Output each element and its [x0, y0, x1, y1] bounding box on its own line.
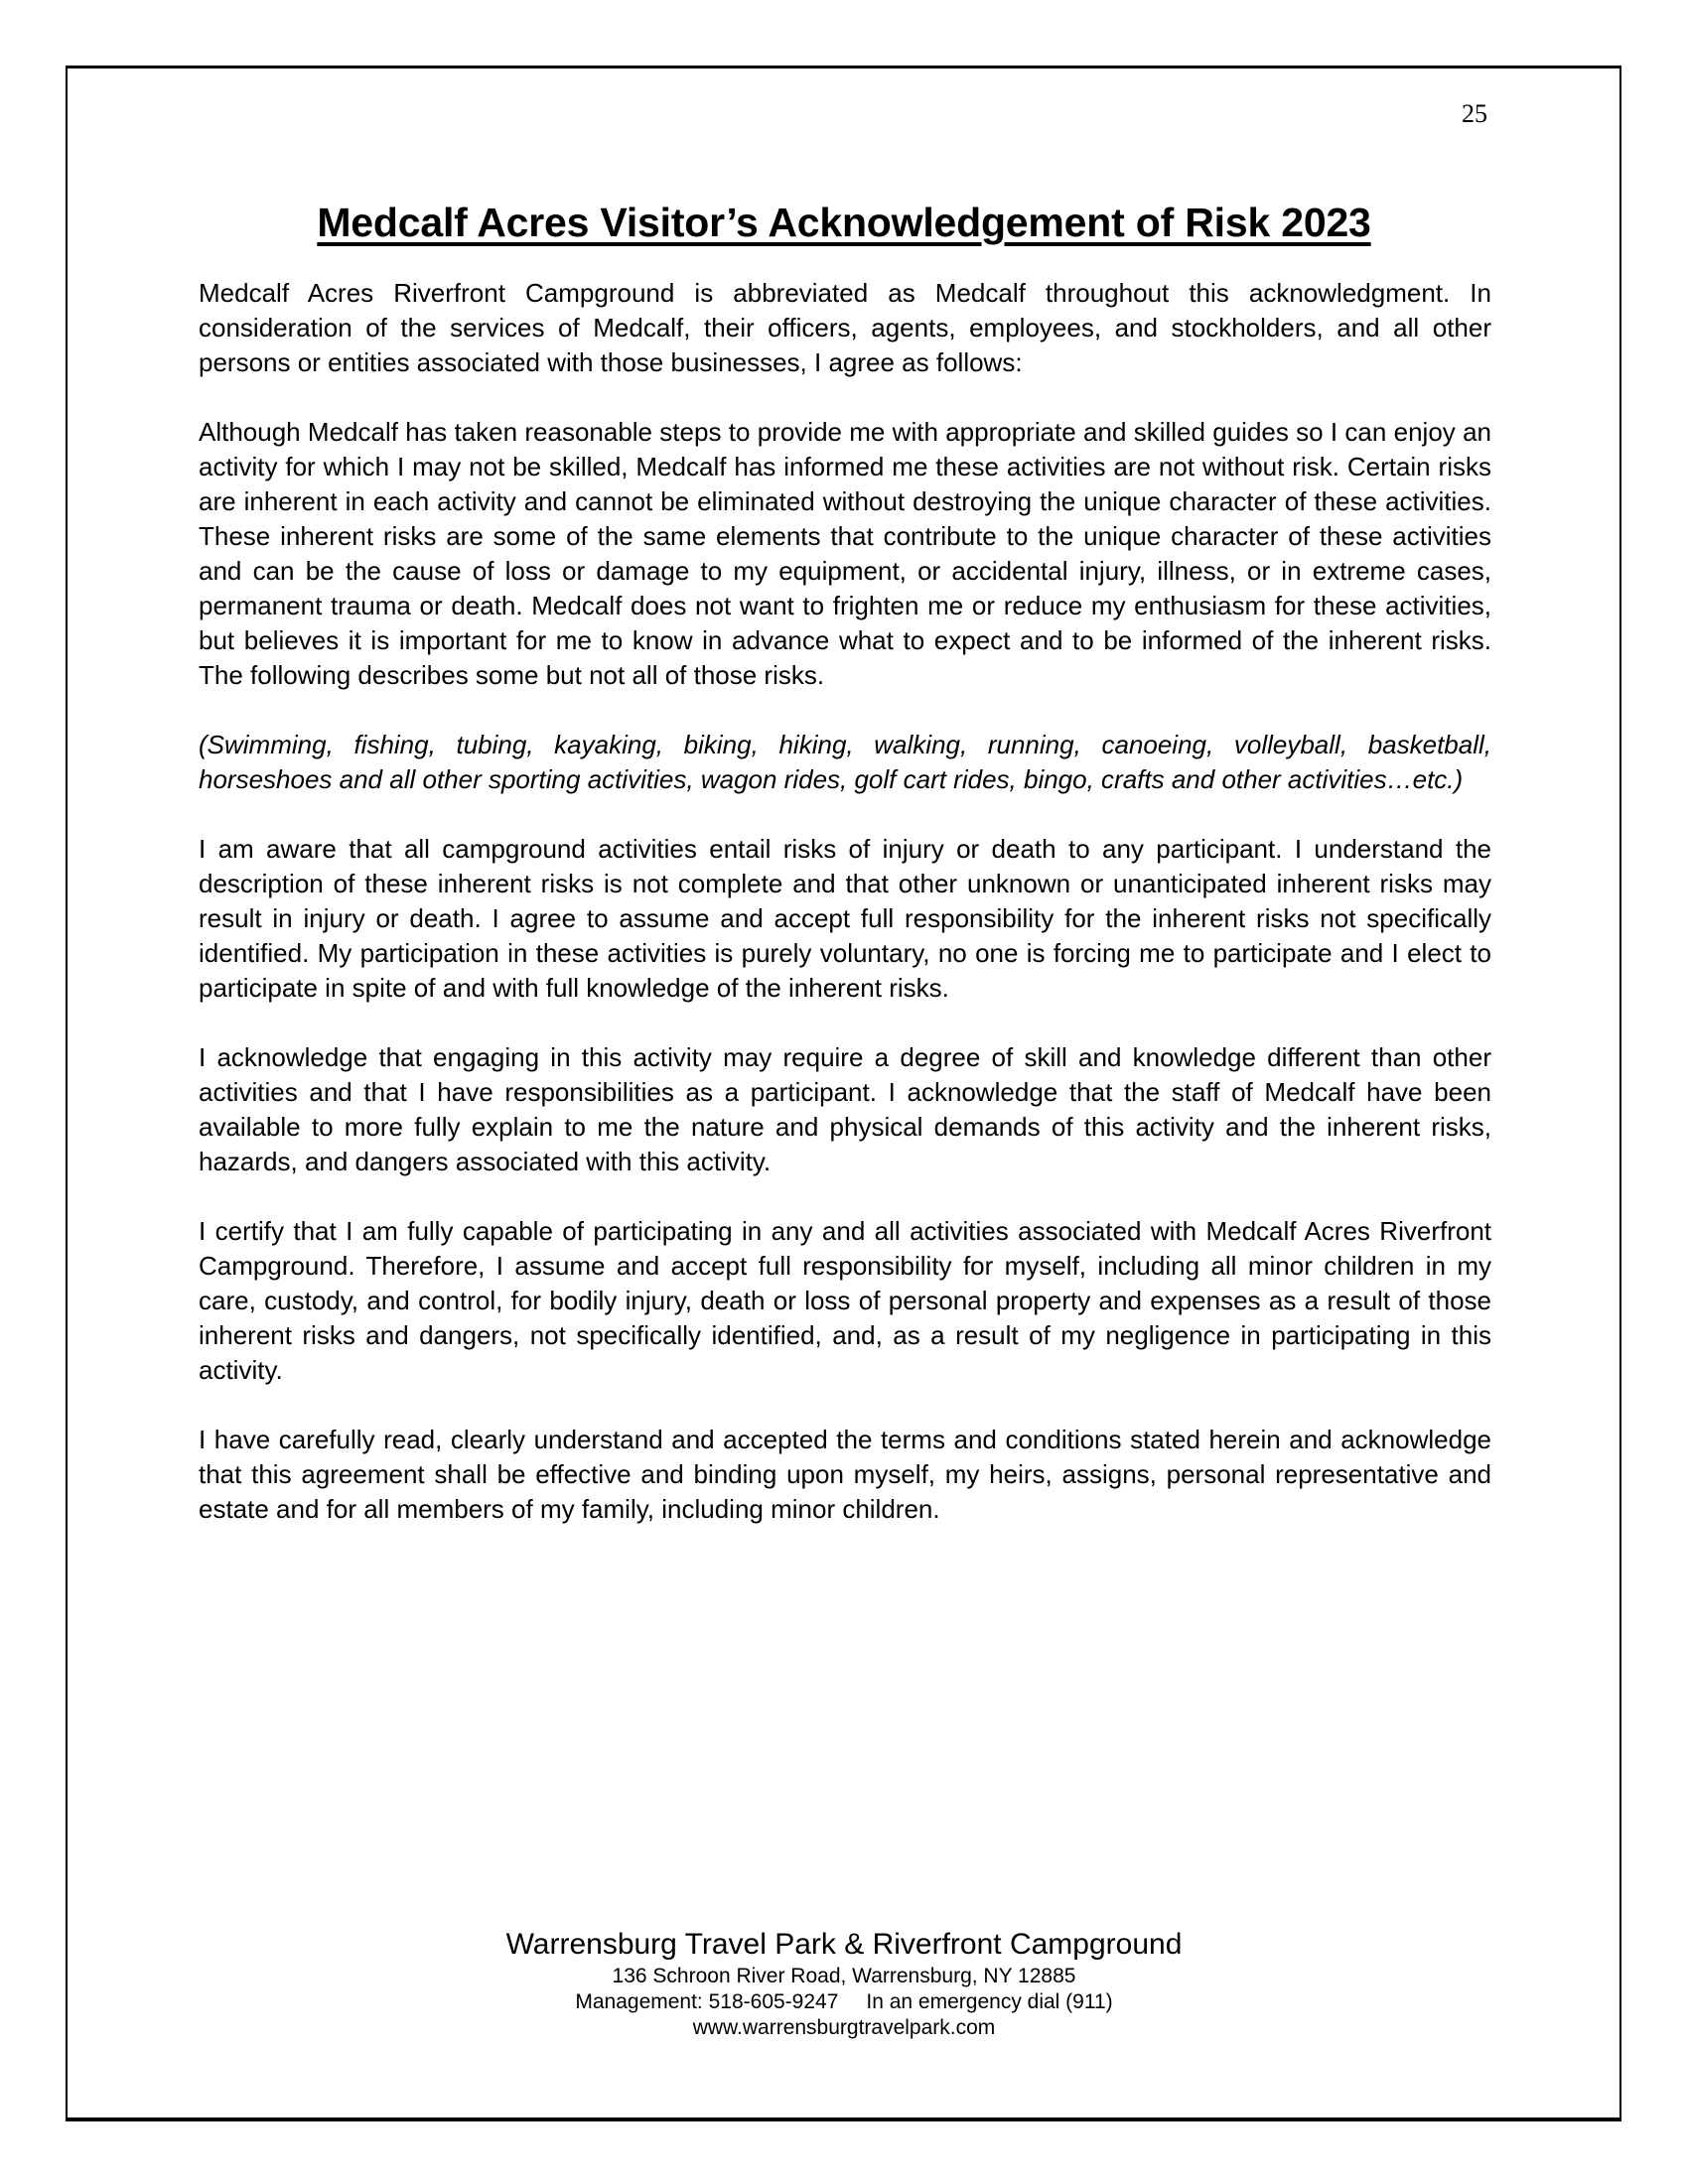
footer-contact-line [0, 1989, 1688, 2015]
paragraph-intro: Medcalf Acres Riverfront Campground is abbreviated as Medcalf throughout this acknowledgment. In consideration of the services of Medcalf, their officers, agents, employees, and stockholders, and all other persons or entities associated with those businesses, I agree as follows: [199, 278, 1491, 377]
footer-management-phone: Management: 518-605-9247 [575, 1990, 839, 2013]
document-title: Medcalf Acres Visitor’s Acknowledgement of Risk 2023 [317, 200, 1371, 245]
paragraph-binding-agreement: I have carefully read, clearly understand and accepted the terms and conditions stated herein and acknowledge that this agreement shall be effective and binding upon myself, my heirs, assigns, personal representative and estate and for all members of my family, including minor children. [199, 1425, 1491, 1524]
footer-address: 136 Schroon River Road, Warrensburg, NY 12885 [612, 1965, 1076, 1987]
paragraph-skill-acknowledgement: I acknowledge that engaging in this activity may require a degree of skill and knowledge different than other activities and that I have responsibilities as a participant. I acknowledge that the staff of Medcalf have been available to more fully explain to me the nature and physical demands of this activity and the inherent risks, hazards, and dangers associated with this activity. [199, 1042, 1491, 1176]
footer-business-name: Warrensburg Travel Park & Riverfront Campground [505, 1928, 1183, 1961]
paragraph-inherent-risks: Although Medcalf has taken reasonable steps to provide me with appropriate and skilled guides so I can enjoy an activity for which I may not be skilled, Medcalf has informed me these activities are not without risk. Certain risks are inherent in each activity and cannot be eliminated without destroying the unique character of these activities. These inherent risks are some of the same elements that contribute to the unique character of these activities and can be the cause of loss or damage to my equipment, or accidental injury, illness, or in extreme cases, permanent trauma or death. Medcalf does not want to frighten me or reduce my enthusiasm for these activities, but believes it is important for me to know in advance what to expect and to be informed of the inherent risks. The following describes some but not all of those risks. [199, 417, 1491, 690]
page-number: 25 [1462, 99, 1487, 128]
paragraph-activities-list: (Swimming, fishing, tubing, kayaking, biking, hiking, walking, running, canoeing, volleyball, basketball, horseshoes and all other sporting activities, wagon rides, golf cart rides, bingo, crafts and other activities…etc.) [199, 730, 1491, 794]
footer-website-link[interactable]: www.warrensburgtravelpark.com [692, 2016, 996, 2039]
document-footer [0, 1926, 1688, 2041]
paragraph-certification: I certify that I am fully capable of participating in any and all activities associated with Medcalf Acres Riverfront Campground. Therefore, I assume and accept full responsibility for myself, including all minor children in my care, custody, and control, for bodily injury, death or loss of personal property and expenses as a result of those inherent risks and dangers, not specifically identified, and, as a result of my negligence in participating in this activity. [199, 1216, 1491, 1385]
footer-emergency-info: In an emergency dial (911) [866, 1990, 1113, 2013]
paragraph-awareness: I am aware that all campground activities entail risks of injury or death to any participant. I understand the description of these inherent risks is not complete and that other unknown or unanticipated inherent risks may result in injury or death. I agree to assume and accept full responsibility for the inherent risks not specifically identified. My participation in these activities is purely voluntary, no one is forcing me to participate and I elect to participate in spite of and with full knowledge of the inherent risks. [199, 834, 1491, 1003]
document-body [199, 276, 1491, 1562]
